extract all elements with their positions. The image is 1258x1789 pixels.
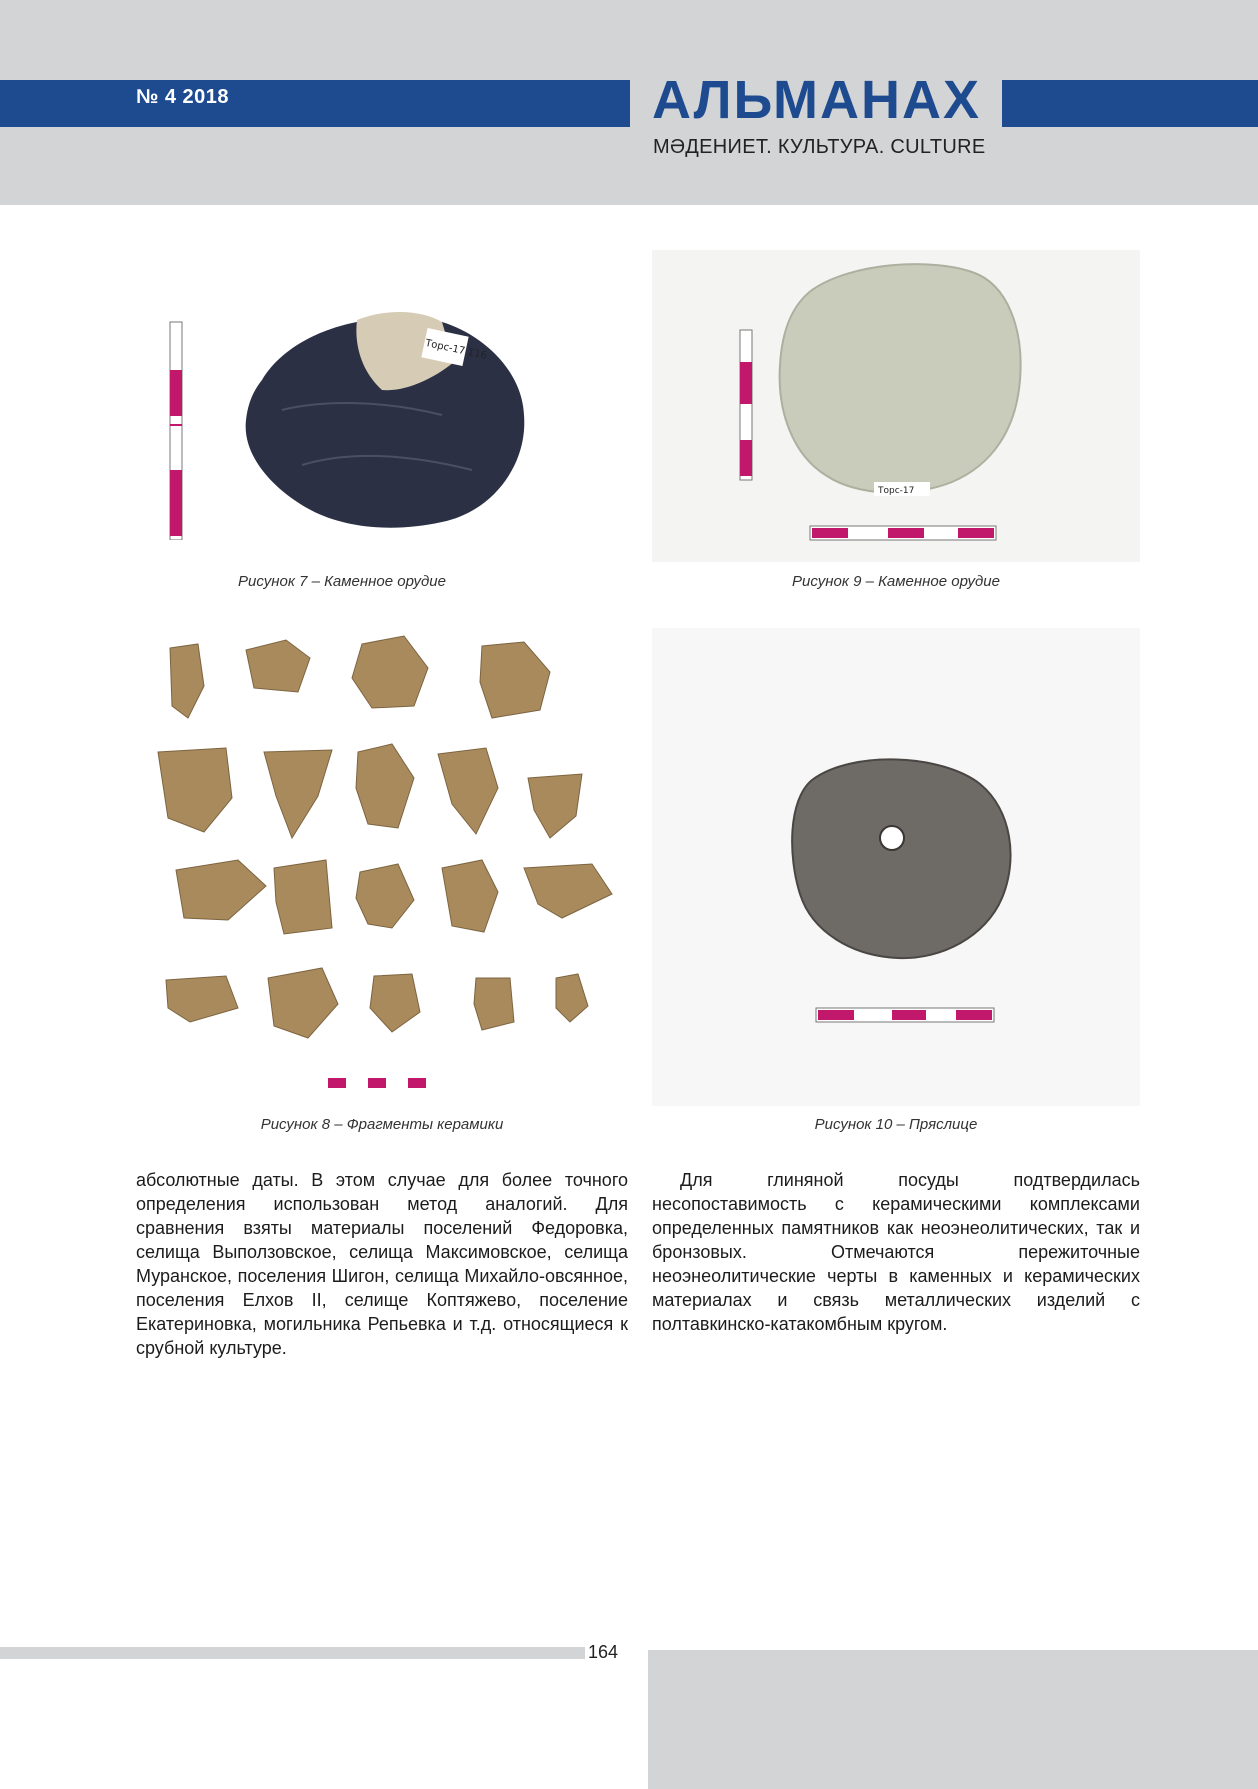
figure-10-caption: Рисунок 10 – Пряслице	[814, 1116, 978, 1133]
journal-logo: АЛЬМАНАХ	[652, 70, 982, 130]
vertical-scale-bar	[170, 322, 182, 540]
header-band-left	[0, 80, 630, 127]
footer-block	[648, 1650, 1258, 1789]
text-column-right: Для глиняной посуды подтвердилась несопоставимость с керамическими комплексами определенных памятников как неоэнеолитических, так и бронзовых. Отмечаются пережиточные неоэнеолитические черты в каменных и керамических материалах и связь металлических изделий с полтавкинско-катакомбным кругом.	[652, 1170, 1140, 1334]
specimen-label: Торс-17	[878, 486, 915, 496]
issue-number: № 4 2018	[136, 86, 230, 108]
stone-tool	[780, 264, 1021, 496]
vertical-scale-bar	[740, 330, 752, 480]
horizontal-scale-bar	[816, 1008, 994, 1022]
figure-7-caption: Рисунок 7 – Каменное орудие	[238, 573, 446, 590]
figure-8-caption: Рисунок 8 – Фрагменты керамики	[260, 1116, 504, 1133]
figure-9-caption: Рисунок 9 – Каменное орудие	[792, 573, 1000, 590]
stone-tool	[246, 312, 525, 528]
ceramic-fragments	[158, 636, 612, 1038]
figure-7-image	[142, 250, 542, 540]
page-number: 164	[588, 1642, 619, 1662]
figure-10-image	[652, 628, 1140, 1106]
header-band-right	[1002, 80, 1258, 127]
page-header	[0, 0, 1258, 205]
journal-subtitle: МӘДЕНИЕТ. КУЛЬТУРА. CULTURE	[653, 136, 986, 158]
footer-bar	[0, 1647, 585, 1659]
text-column-left: абсолютные даты. В этом случае для более точного определения использован метод аналогий. Для сравнения взяты материалы поселений Федоровка, селища Выползовское, селища Максимовское, селища Муранское, поселения Шигон, селища Михайло-овсянное, поселения Елхов II, селище Коптяжево, поселение Екатериновка, могильника Репьевка и т.д. относящиеся к срубной культуре.	[136, 1170, 628, 1358]
spindle-whorl	[792, 759, 1010, 958]
figure-9-image	[652, 250, 1140, 562]
figure-8-image	[142, 628, 622, 1098]
specimen-label: Торс-17 Σ16	[424, 337, 488, 362]
horizontal-scale-bar	[810, 526, 996, 540]
horizontal-scale-bar	[328, 1078, 428, 1088]
